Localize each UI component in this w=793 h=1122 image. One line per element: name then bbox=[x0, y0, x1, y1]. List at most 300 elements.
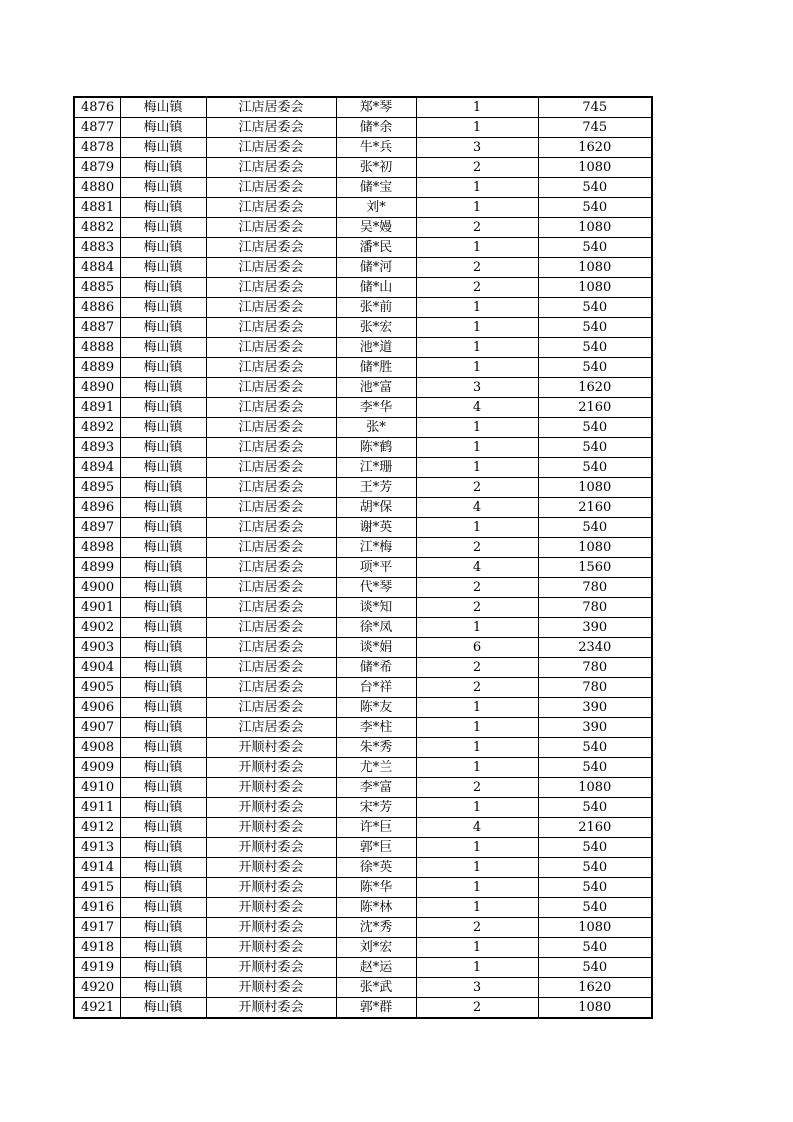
committee-cell: 江店居委会 bbox=[206, 178, 336, 198]
committee-cell: 江店居委会 bbox=[206, 358, 336, 378]
committee-cell: 江店居委会 bbox=[206, 278, 336, 298]
amount-cell: 540 bbox=[538, 838, 652, 858]
amount-cell: 780 bbox=[538, 578, 652, 598]
name-cell: 项*平 bbox=[336, 558, 416, 578]
name-cell: 潘*民 bbox=[336, 238, 416, 258]
household-count-cell: 2 bbox=[416, 998, 538, 1019]
row-number-cell: 4896 bbox=[74, 498, 120, 518]
committee-cell: 开顺村委会 bbox=[206, 858, 336, 878]
committee-cell: 开顺村委会 bbox=[206, 958, 336, 978]
amount-cell: 745 bbox=[538, 97, 652, 118]
town-cell: 梅山镇 bbox=[120, 598, 206, 618]
name-cell: 李*柱 bbox=[336, 718, 416, 738]
amount-cell: 390 bbox=[538, 618, 652, 638]
town-cell: 梅山镇 bbox=[120, 118, 206, 138]
household-count-cell: 1 bbox=[416, 838, 538, 858]
committee-cell: 开顺村委会 bbox=[206, 798, 336, 818]
amount-cell: 1080 bbox=[538, 918, 652, 938]
table-row bbox=[74, 238, 652, 258]
amount-cell: 2160 bbox=[538, 498, 652, 518]
town-cell: 梅山镇 bbox=[120, 638, 206, 658]
household-count-cell: 1 bbox=[416, 798, 538, 818]
town-cell: 梅山镇 bbox=[120, 898, 206, 918]
town-cell: 梅山镇 bbox=[120, 558, 206, 578]
table-row bbox=[74, 218, 652, 238]
committee-cell: 江店居委会 bbox=[206, 158, 336, 178]
row-number-cell: 4908 bbox=[74, 738, 120, 758]
row-number-cell: 4912 bbox=[74, 818, 120, 838]
town-cell: 梅山镇 bbox=[120, 478, 206, 498]
town-cell: 梅山镇 bbox=[120, 918, 206, 938]
household-count-cell: 1 bbox=[416, 97, 538, 118]
name-cell: 台*祥 bbox=[336, 678, 416, 698]
town-cell: 梅山镇 bbox=[120, 958, 206, 978]
town-cell: 梅山镇 bbox=[120, 698, 206, 718]
row-number-cell: 4889 bbox=[74, 358, 120, 378]
amount-cell: 540 bbox=[538, 518, 652, 538]
town-cell: 梅山镇 bbox=[120, 458, 206, 478]
committee-cell: 江店居委会 bbox=[206, 198, 336, 218]
household-count-cell: 1 bbox=[416, 298, 538, 318]
household-count-cell: 4 bbox=[416, 398, 538, 418]
town-cell: 梅山镇 bbox=[120, 438, 206, 458]
row-number-cell: 4899 bbox=[74, 558, 120, 578]
household-count-cell: 1 bbox=[416, 938, 538, 958]
amount-cell: 540 bbox=[538, 438, 652, 458]
committee-cell: 江店居委会 bbox=[206, 458, 336, 478]
committee-cell: 江店居委会 bbox=[206, 678, 336, 698]
table-row bbox=[74, 838, 652, 858]
committee-cell: 江店居委会 bbox=[206, 218, 336, 238]
row-number-cell: 4895 bbox=[74, 478, 120, 498]
town-cell: 梅山镇 bbox=[120, 978, 206, 998]
amount-cell: 1560 bbox=[538, 558, 652, 578]
committee-cell: 江店居委会 bbox=[206, 398, 336, 418]
amount-cell: 780 bbox=[538, 598, 652, 618]
household-count-cell: 2 bbox=[416, 918, 538, 938]
amount-cell: 390 bbox=[538, 698, 652, 718]
town-cell: 梅山镇 bbox=[120, 718, 206, 738]
amount-cell: 1080 bbox=[538, 478, 652, 498]
amount-cell: 1620 bbox=[538, 978, 652, 998]
household-count-cell: 1 bbox=[416, 358, 538, 378]
name-cell: 陈*华 bbox=[336, 878, 416, 898]
name-cell: 朱*秀 bbox=[336, 738, 416, 758]
name-cell: 尤*兰 bbox=[336, 758, 416, 778]
row-number-cell: 4903 bbox=[74, 638, 120, 658]
amount-cell: 2160 bbox=[538, 818, 652, 838]
amount-cell: 540 bbox=[538, 858, 652, 878]
row-number-cell: 4905 bbox=[74, 678, 120, 698]
table-row bbox=[74, 578, 652, 598]
committee-cell: 江店居委会 bbox=[206, 658, 336, 678]
table-row bbox=[74, 778, 652, 798]
household-count-cell: 2 bbox=[416, 478, 538, 498]
town-cell: 梅山镇 bbox=[120, 278, 206, 298]
row-number-cell: 4918 bbox=[74, 938, 120, 958]
town-cell: 梅山镇 bbox=[120, 158, 206, 178]
committee-cell: 江店居委会 bbox=[206, 298, 336, 318]
name-cell: 赵*运 bbox=[336, 958, 416, 978]
town-cell: 梅山镇 bbox=[120, 258, 206, 278]
table-row bbox=[74, 598, 652, 618]
name-cell: 陈*林 bbox=[336, 898, 416, 918]
town-cell: 梅山镇 bbox=[120, 338, 206, 358]
name-cell: 郭*群 bbox=[336, 998, 416, 1019]
name-cell: 牛*兵 bbox=[336, 138, 416, 158]
amount-cell: 1080 bbox=[538, 538, 652, 558]
household-count-cell: 1 bbox=[416, 738, 538, 758]
table-row bbox=[74, 858, 652, 878]
row-number-cell: 4892 bbox=[74, 418, 120, 438]
household-count-cell: 1 bbox=[416, 878, 538, 898]
committee-cell: 江店居委会 bbox=[206, 418, 336, 438]
name-cell: 李*华 bbox=[336, 398, 416, 418]
table-row bbox=[74, 798, 652, 818]
name-cell: 储*山 bbox=[336, 278, 416, 298]
committee-cell: 开顺村委会 bbox=[206, 918, 336, 938]
row-number-cell: 4919 bbox=[74, 958, 120, 978]
household-count-cell: 3 bbox=[416, 138, 538, 158]
household-count-cell: 1 bbox=[416, 698, 538, 718]
household-count-cell: 4 bbox=[416, 498, 538, 518]
amount-cell: 540 bbox=[538, 238, 652, 258]
name-cell: 陈*鹤 bbox=[336, 438, 416, 458]
amount-cell: 745 bbox=[538, 118, 652, 138]
household-count-cell: 2 bbox=[416, 678, 538, 698]
name-cell: 谈*娟 bbox=[336, 638, 416, 658]
household-count-cell: 2 bbox=[416, 778, 538, 798]
name-cell: 张*武 bbox=[336, 978, 416, 998]
household-count-cell: 1 bbox=[416, 898, 538, 918]
committee-cell: 开顺村委会 bbox=[206, 938, 336, 958]
amount-cell: 1620 bbox=[538, 138, 652, 158]
household-count-cell: 2 bbox=[416, 278, 538, 298]
amount-cell: 780 bbox=[538, 678, 652, 698]
amount-cell: 1080 bbox=[538, 778, 652, 798]
household-count-cell: 1 bbox=[416, 338, 538, 358]
committee-cell: 江店居委会 bbox=[206, 618, 336, 638]
town-cell: 梅山镇 bbox=[120, 938, 206, 958]
row-number-cell: 4898 bbox=[74, 538, 120, 558]
table-row bbox=[74, 97, 652, 118]
row-number-cell: 4920 bbox=[74, 978, 120, 998]
table-row bbox=[74, 178, 652, 198]
row-number-cell: 4917 bbox=[74, 918, 120, 938]
row-number-cell: 4906 bbox=[74, 698, 120, 718]
name-cell: 储*宝 bbox=[336, 178, 416, 198]
row-number-cell: 4886 bbox=[74, 298, 120, 318]
row-number-cell: 4913 bbox=[74, 838, 120, 858]
amount-cell: 780 bbox=[538, 658, 652, 678]
name-cell: 刘*宏 bbox=[336, 938, 416, 958]
table-row bbox=[74, 538, 652, 558]
amount-cell: 1080 bbox=[538, 218, 652, 238]
household-count-cell: 1 bbox=[416, 618, 538, 638]
name-cell: 张*初 bbox=[336, 158, 416, 178]
name-cell: 张*宏 bbox=[336, 318, 416, 338]
data-table bbox=[73, 96, 653, 1019]
town-cell: 梅山镇 bbox=[120, 738, 206, 758]
name-cell: 吴*嫚 bbox=[336, 218, 416, 238]
town-cell: 梅山镇 bbox=[120, 578, 206, 598]
table-row bbox=[74, 498, 652, 518]
town-cell: 梅山镇 bbox=[120, 878, 206, 898]
name-cell: 宋*芳 bbox=[336, 798, 416, 818]
name-cell: 张* bbox=[336, 418, 416, 438]
committee-cell: 江店居委会 bbox=[206, 538, 336, 558]
town-cell: 梅山镇 bbox=[120, 358, 206, 378]
row-number-cell: 4897 bbox=[74, 518, 120, 538]
town-cell: 梅山镇 bbox=[120, 138, 206, 158]
row-number-cell: 4888 bbox=[74, 338, 120, 358]
table-row bbox=[74, 418, 652, 438]
household-count-cell: 1 bbox=[416, 318, 538, 338]
row-number-cell: 4878 bbox=[74, 138, 120, 158]
household-count-cell: 1 bbox=[416, 198, 538, 218]
row-number-cell: 4916 bbox=[74, 898, 120, 918]
household-count-cell: 2 bbox=[416, 158, 538, 178]
committee-cell: 江店居委会 bbox=[206, 638, 336, 658]
town-cell: 梅山镇 bbox=[120, 398, 206, 418]
town-cell: 梅山镇 bbox=[120, 418, 206, 438]
amount-cell: 540 bbox=[538, 878, 652, 898]
table-row bbox=[74, 338, 652, 358]
name-cell: 陈*友 bbox=[336, 698, 416, 718]
amount-cell: 540 bbox=[538, 738, 652, 758]
table-row bbox=[74, 978, 652, 998]
household-count-cell: 1 bbox=[416, 858, 538, 878]
table-row bbox=[74, 198, 652, 218]
town-cell: 梅山镇 bbox=[120, 818, 206, 838]
household-count-cell: 2 bbox=[416, 218, 538, 238]
committee-cell: 江店居委会 bbox=[206, 338, 336, 358]
table-row bbox=[74, 898, 652, 918]
town-cell: 梅山镇 bbox=[120, 518, 206, 538]
row-number-cell: 4876 bbox=[74, 97, 120, 118]
amount-cell: 540 bbox=[538, 958, 652, 978]
committee-cell: 开顺村委会 bbox=[206, 818, 336, 838]
committee-cell: 江店居委会 bbox=[206, 698, 336, 718]
committee-cell: 开顺村委会 bbox=[206, 738, 336, 758]
amount-cell: 540 bbox=[538, 418, 652, 438]
row-number-cell: 4901 bbox=[74, 598, 120, 618]
town-cell: 梅山镇 bbox=[120, 758, 206, 778]
household-count-cell: 2 bbox=[416, 598, 538, 618]
row-number-cell: 4910 bbox=[74, 778, 120, 798]
amount-cell: 540 bbox=[538, 358, 652, 378]
table-row bbox=[74, 958, 652, 978]
table-row bbox=[74, 658, 652, 678]
row-number-cell: 4881 bbox=[74, 198, 120, 218]
town-cell: 梅山镇 bbox=[120, 97, 206, 118]
row-number-cell: 4904 bbox=[74, 658, 120, 678]
town-cell: 梅山镇 bbox=[120, 318, 206, 338]
town-cell: 梅山镇 bbox=[120, 858, 206, 878]
amount-cell: 540 bbox=[538, 898, 652, 918]
name-cell: 储*河 bbox=[336, 258, 416, 278]
name-cell: 池*道 bbox=[336, 338, 416, 358]
name-cell: 徐*凤 bbox=[336, 618, 416, 638]
table-row bbox=[74, 158, 652, 178]
row-number-cell: 4907 bbox=[74, 718, 120, 738]
name-cell: 江*珊 bbox=[336, 458, 416, 478]
household-count-cell: 3 bbox=[416, 378, 538, 398]
amount-cell: 540 bbox=[538, 178, 652, 198]
table-row bbox=[74, 378, 652, 398]
committee-cell: 开顺村委会 bbox=[206, 778, 336, 798]
household-count-cell: 4 bbox=[416, 558, 538, 578]
committee-cell: 江店居委会 bbox=[206, 438, 336, 458]
household-count-cell: 4 bbox=[416, 818, 538, 838]
table-row bbox=[74, 438, 652, 458]
town-cell: 梅山镇 bbox=[120, 178, 206, 198]
table-row bbox=[74, 938, 652, 958]
row-number-cell: 4887 bbox=[74, 318, 120, 338]
town-cell: 梅山镇 bbox=[120, 218, 206, 238]
committee-cell: 江店居委会 bbox=[206, 97, 336, 118]
household-count-cell: 2 bbox=[416, 658, 538, 678]
amount-cell: 540 bbox=[538, 798, 652, 818]
committee-cell: 开顺村委会 bbox=[206, 978, 336, 998]
table-row bbox=[74, 818, 652, 838]
row-number-cell: 4884 bbox=[74, 258, 120, 278]
household-count-cell: 1 bbox=[416, 238, 538, 258]
row-number-cell: 4900 bbox=[74, 578, 120, 598]
name-cell: 胡*保 bbox=[336, 498, 416, 518]
row-number-cell: 4914 bbox=[74, 858, 120, 878]
table-row bbox=[74, 318, 652, 338]
name-cell: 代*琴 bbox=[336, 578, 416, 598]
household-count-cell: 1 bbox=[416, 718, 538, 738]
committee-cell: 江店居委会 bbox=[206, 478, 336, 498]
amount-cell: 540 bbox=[538, 458, 652, 478]
household-count-cell: 6 bbox=[416, 638, 538, 658]
name-cell: 郭*巨 bbox=[336, 838, 416, 858]
household-count-cell: 1 bbox=[416, 458, 538, 478]
committee-cell: 江店居委会 bbox=[206, 138, 336, 158]
row-number-cell: 4911 bbox=[74, 798, 120, 818]
table-row bbox=[74, 678, 652, 698]
household-count-cell: 2 bbox=[416, 538, 538, 558]
table-row bbox=[74, 918, 652, 938]
row-number-cell: 4877 bbox=[74, 118, 120, 138]
town-cell: 梅山镇 bbox=[120, 498, 206, 518]
table-row bbox=[74, 138, 652, 158]
town-cell: 梅山镇 bbox=[120, 658, 206, 678]
name-cell: 王*芳 bbox=[336, 478, 416, 498]
household-count-cell: 2 bbox=[416, 578, 538, 598]
table-row bbox=[74, 718, 652, 738]
name-cell: 郑*琴 bbox=[336, 97, 416, 118]
amount-cell: 1080 bbox=[538, 278, 652, 298]
committee-cell: 江店居委会 bbox=[206, 578, 336, 598]
committee-cell: 江店居委会 bbox=[206, 118, 336, 138]
name-cell: 许*巨 bbox=[336, 818, 416, 838]
table-row bbox=[74, 998, 652, 1019]
household-count-cell: 3 bbox=[416, 978, 538, 998]
amount-cell: 1620 bbox=[538, 378, 652, 398]
name-cell: 储*胜 bbox=[336, 358, 416, 378]
row-number-cell: 4883 bbox=[74, 238, 120, 258]
town-cell: 梅山镇 bbox=[120, 198, 206, 218]
table-row bbox=[74, 518, 652, 538]
committee-cell: 开顺村委会 bbox=[206, 898, 336, 918]
amount-cell: 540 bbox=[538, 318, 652, 338]
table-row bbox=[74, 638, 652, 658]
name-cell: 谢*英 bbox=[336, 518, 416, 538]
name-cell: 刘* bbox=[336, 198, 416, 218]
household-count-cell: 1 bbox=[416, 518, 538, 538]
amount-cell: 540 bbox=[538, 298, 652, 318]
name-cell: 李*富 bbox=[336, 778, 416, 798]
amount-cell: 540 bbox=[538, 758, 652, 778]
amount-cell: 2340 bbox=[538, 638, 652, 658]
household-count-cell: 1 bbox=[416, 438, 538, 458]
table-row bbox=[74, 878, 652, 898]
table-row bbox=[74, 618, 652, 638]
town-cell: 梅山镇 bbox=[120, 378, 206, 398]
name-cell: 储*希 bbox=[336, 658, 416, 678]
row-number-cell: 4893 bbox=[74, 438, 120, 458]
row-number-cell: 4909 bbox=[74, 758, 120, 778]
name-cell: 江*梅 bbox=[336, 538, 416, 558]
name-cell: 池*富 bbox=[336, 378, 416, 398]
table-row bbox=[74, 298, 652, 318]
household-count-cell: 1 bbox=[416, 118, 538, 138]
table-row bbox=[74, 398, 652, 418]
committee-cell: 江店居委会 bbox=[206, 598, 336, 618]
table-row bbox=[74, 458, 652, 478]
table-row bbox=[74, 758, 652, 778]
row-number-cell: 4891 bbox=[74, 398, 120, 418]
committee-cell: 江店居委会 bbox=[206, 518, 336, 538]
name-cell: 谈*知 bbox=[336, 598, 416, 618]
town-cell: 梅山镇 bbox=[120, 778, 206, 798]
town-cell: 梅山镇 bbox=[120, 538, 206, 558]
table-body bbox=[74, 97, 652, 1018]
name-cell: 徐*英 bbox=[336, 858, 416, 878]
amount-cell: 1080 bbox=[538, 998, 652, 1019]
amount-cell: 540 bbox=[538, 338, 652, 358]
name-cell: 储*余 bbox=[336, 118, 416, 138]
town-cell: 梅山镇 bbox=[120, 618, 206, 638]
row-number-cell: 4921 bbox=[74, 998, 120, 1019]
row-number-cell: 4890 bbox=[74, 378, 120, 398]
row-number-cell: 4902 bbox=[74, 618, 120, 638]
household-count-cell: 1 bbox=[416, 758, 538, 778]
table-row bbox=[74, 478, 652, 498]
committee-cell: 江店居委会 bbox=[206, 378, 336, 398]
table-row bbox=[74, 698, 652, 718]
amount-cell: 1080 bbox=[538, 158, 652, 178]
row-number-cell: 4915 bbox=[74, 878, 120, 898]
town-cell: 梅山镇 bbox=[120, 298, 206, 318]
committee-cell: 江店居委会 bbox=[206, 558, 336, 578]
town-cell: 梅山镇 bbox=[120, 238, 206, 258]
town-cell: 梅山镇 bbox=[120, 998, 206, 1019]
committee-cell: 开顺村委会 bbox=[206, 758, 336, 778]
amount-cell: 540 bbox=[538, 198, 652, 218]
row-number-cell: 4882 bbox=[74, 218, 120, 238]
household-count-cell: 1 bbox=[416, 178, 538, 198]
amount-cell: 390 bbox=[538, 718, 652, 738]
town-cell: 梅山镇 bbox=[120, 798, 206, 818]
row-number-cell: 4880 bbox=[74, 178, 120, 198]
amount-cell: 2160 bbox=[538, 398, 652, 418]
committee-cell: 开顺村委会 bbox=[206, 838, 336, 858]
row-number-cell: 4885 bbox=[74, 278, 120, 298]
